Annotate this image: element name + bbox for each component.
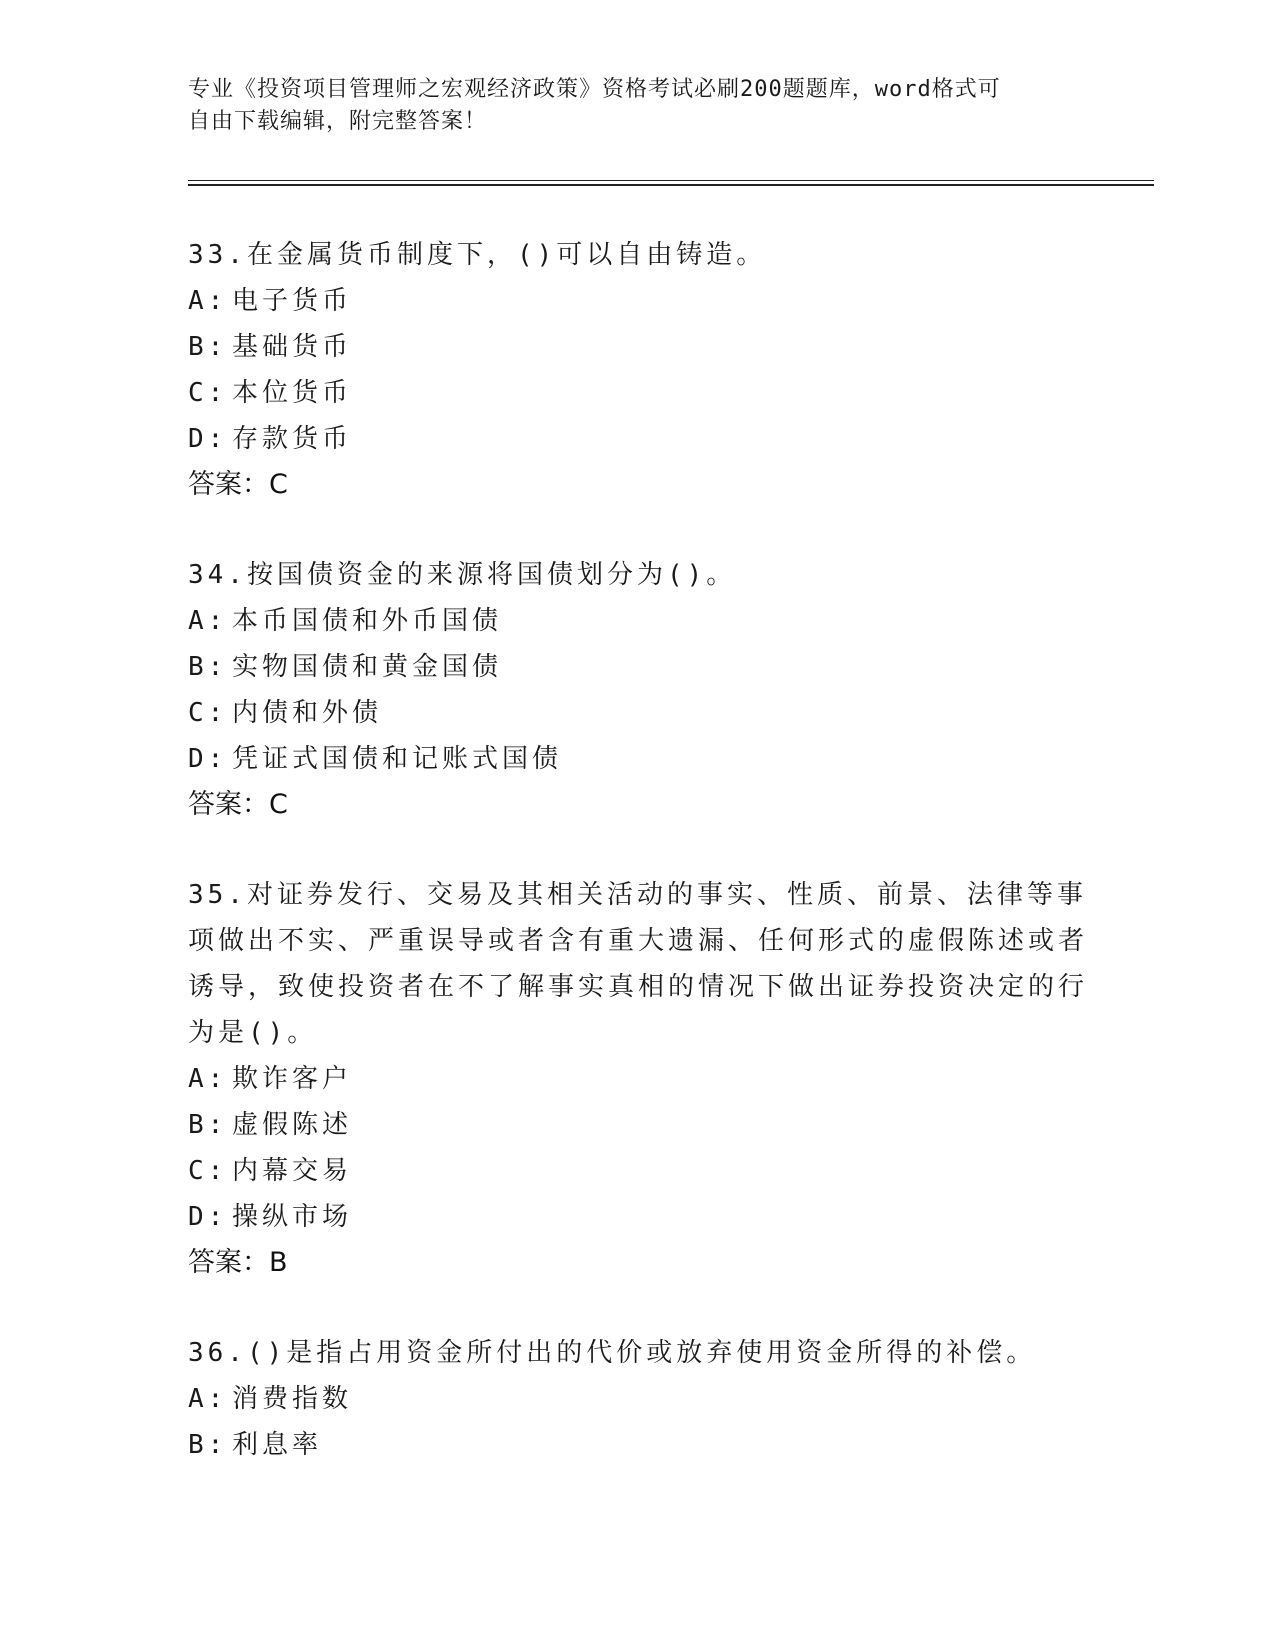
option-d	[188, 416, 1088, 462]
option-text: 实物国债和黄金国债	[232, 652, 503, 682]
option-key: B:	[188, 332, 228, 362]
option-text: 本币国债和外币国债	[232, 606, 503, 636]
option-a	[188, 1376, 1088, 1422]
option-a	[188, 278, 1088, 324]
option-d	[188, 1194, 1088, 1240]
question-34	[188, 552, 1088, 828]
option-text: 基础货币	[232, 332, 353, 362]
option-key: A:	[188, 1064, 228, 1094]
option-text: 操纵市场	[232, 1202, 353, 1232]
option-a	[188, 598, 1088, 644]
option-key: B:	[188, 1110, 228, 1140]
answer-label: 答案：B	[188, 1247, 288, 1278]
option-text: 欺诈客户	[232, 1064, 353, 1094]
option-text: 利息率	[232, 1430, 323, 1460]
question-36	[188, 1330, 1088, 1468]
question-text: 33.在金属货币制度下，()可以自由铸造。	[188, 240, 767, 270]
question-35	[188, 872, 1088, 1286]
option-b	[188, 324, 1088, 370]
option-key: A:	[188, 606, 228, 636]
option-key: B:	[188, 652, 228, 682]
option-c	[188, 370, 1088, 416]
option-key: A:	[188, 1384, 228, 1414]
question-text: 36.()是指占用资金所付出的代价或放弃使用资金所得的补偿。	[188, 1338, 1037, 1368]
option-key: D:	[188, 424, 228, 454]
option-text: 本位货币	[232, 378, 353, 408]
option-text: 电子货币	[232, 286, 353, 316]
option-b	[188, 1422, 1088, 1468]
option-key: A:	[188, 286, 228, 316]
answer-label: 答案：C	[188, 789, 288, 820]
option-d	[188, 736, 1088, 782]
header-divider-bottom	[188, 184, 1154, 186]
option-b	[188, 1102, 1088, 1148]
question-33	[188, 232, 1088, 508]
option-key: C:	[188, 1156, 228, 1186]
question-text: 35.对证券发行、交易及其相关活动的事实、性质、前景、法律等事项做出不实、严重误导或者含有重大遗漏、任何形式的虚假陈述或者诱导，致使投资者在不了解事实真相的情况下做出证券投资决定的行为是()。	[188, 880, 1089, 1048]
option-a	[188, 1056, 1088, 1102]
option-c	[188, 1148, 1088, 1194]
option-key: C:	[188, 698, 228, 728]
option-text: 凭证式国债和记账式国债	[232, 744, 563, 774]
option-key: C:	[188, 378, 228, 408]
question-text: 34.按国债资金的来源将国债划分为()。	[188, 560, 737, 590]
option-key: D:	[188, 1202, 228, 1232]
header-line-1: 专业《投资项目管理师之宏观经济政策》资格考试必刷200题题库，word格式可	[188, 77, 1001, 102]
option-key: B:	[188, 1430, 228, 1460]
header-line-2: 自由下载编辑，附完整答案！	[188, 109, 488, 134]
option-text: 消费指数	[232, 1384, 353, 1414]
header-divider-top	[188, 180, 1154, 181]
option-text: 内幕交易	[232, 1156, 353, 1186]
answer-label: 答案：C	[188, 469, 288, 500]
option-b	[188, 644, 1088, 690]
option-text: 存款货币	[232, 424, 353, 454]
option-c	[188, 690, 1088, 736]
option-text: 虚假陈述	[232, 1110, 353, 1140]
option-text: 内债和外债	[232, 698, 383, 728]
option-key: D:	[188, 744, 228, 774]
question-list	[188, 232, 1088, 1512]
document-header	[188, 74, 1068, 138]
